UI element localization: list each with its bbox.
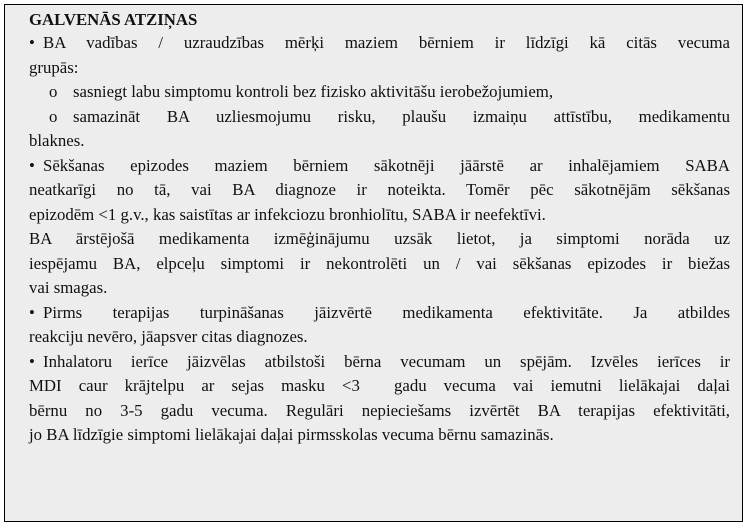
paragraph-goals-cont [29, 56, 730, 81]
paragraph-goals-line-2: grupās: [29, 57, 79, 77]
sub-item-risk-reduction-line-2: blaknes. [29, 131, 85, 150]
paragraph-inhaler-cont-3 [29, 423, 730, 448]
paragraph-goals [29, 31, 730, 56]
bullet-icon: • [29, 302, 35, 322]
circle-bullet-icon: o [49, 82, 58, 101]
circle-bullet-icon: o [49, 106, 58, 126]
sub-item-symptom-control [29, 80, 730, 105]
paragraph-inhaler-line-4: jo BA līdzīgie simptomi lielākajai daļai pirmsskolas vecuma bērnu samazinās. [29, 425, 554, 444]
bullet-icon: • [29, 155, 35, 175]
sub-item-risk-reduction [29, 105, 730, 130]
paragraph-wheezing-line-3: epizodēm <1 g.v., kas saistītas ar infekciozu bronhiolītu, SABA ir neefektīvi. [29, 204, 546, 224]
paragraph-trial-line-2: iespējamu BA, elpceļu simptomi ir nekontrolēti un / vai sēkšanas epizodes ir biežas [29, 253, 730, 273]
paragraph-trial-line-3: vai smagas. [29, 278, 108, 297]
paragraph-trial-treatment [29, 227, 730, 252]
paragraph-efficacy-line-1: Pirms terapijas turpināšanas jāizvērtē medikamenta efektivitāte. Ja atbildes [43, 302, 730, 322]
bullet-icon: • [29, 33, 35, 52]
paragraph-wheezing-cont-2 [29, 203, 730, 228]
paragraph-wheezing-line-2: neatkarīgi no tā, vai BA diagnoze ir noteikta. Tomēr pēc sākotnējām sēkšanas [29, 180, 730, 199]
paragraph-efficacy-line-2: reakciju nevēro, jāapsver citas diagnozes. [29, 327, 308, 346]
paragraph-trial-treatment-cont-1 [29, 252, 730, 277]
paragraph-inhaler-line-3: bērnu no 3-5 gadu vecuma. Regulāri nepieciešams izvērtēt BA terapijas efektivitāti, [29, 400, 730, 420]
paragraph-goals-line-1: BA vadības / uzraudzības mērķi maziem bērniem ir līdzīgi kā citās vecuma [43, 33, 730, 52]
bullet-icon: • [29, 351, 35, 371]
box-title: GALVENĀS ATZIŅAS [29, 10, 198, 29]
paragraph-efficacy [29, 301, 730, 326]
paragraph-inhaler-cont-1 [29, 374, 730, 399]
paragraph-inhaler-line-2: MDI caur krājtelpu ar sejas masku <3 gadu vecuma vai iemutni lielākajai daļai [29, 376, 730, 395]
paragraph-efficacy-cont [29, 325, 730, 350]
key-points-box [4, 4, 743, 522]
sub-item-risk-reduction-line-1: samazināt BA uzliesmojumu risku, plaušu izmaiņu attīstību, medikamentu [73, 106, 730, 126]
paragraph-wheezing [29, 154, 730, 179]
paragraph-inhaler-line-1: Inhalatoru ierīce jāizvēlas atbilstoši bērna vecumam un spējām. Izvēles ierīces ir [43, 351, 730, 371]
paragraph-wheezing-line-1: Sēkšanas epizodes maziem bērniem sākotnēji jāārstē ar inhalējamiem SABA [43, 155, 730, 175]
sub-item-symptom-control-text: sasniegt labu simptomu kontroli bez fizisko aktivitāšu ierobežojumiem, [73, 82, 554, 101]
paragraph-trial-line-1: BA ārstējošā medikamenta izmēģinājumu uzsāk lietot, ja simptomi norāda uz [29, 229, 730, 248]
paragraph-trial-treatment-cont-2 [29, 276, 730, 301]
paragraph-inhaler [29, 350, 730, 375]
paragraph-inhaler-cont-2 [29, 399, 730, 424]
paragraph-wheezing-cont-1 [29, 178, 730, 203]
sub-item-risk-reduction-cont [29, 129, 730, 154]
